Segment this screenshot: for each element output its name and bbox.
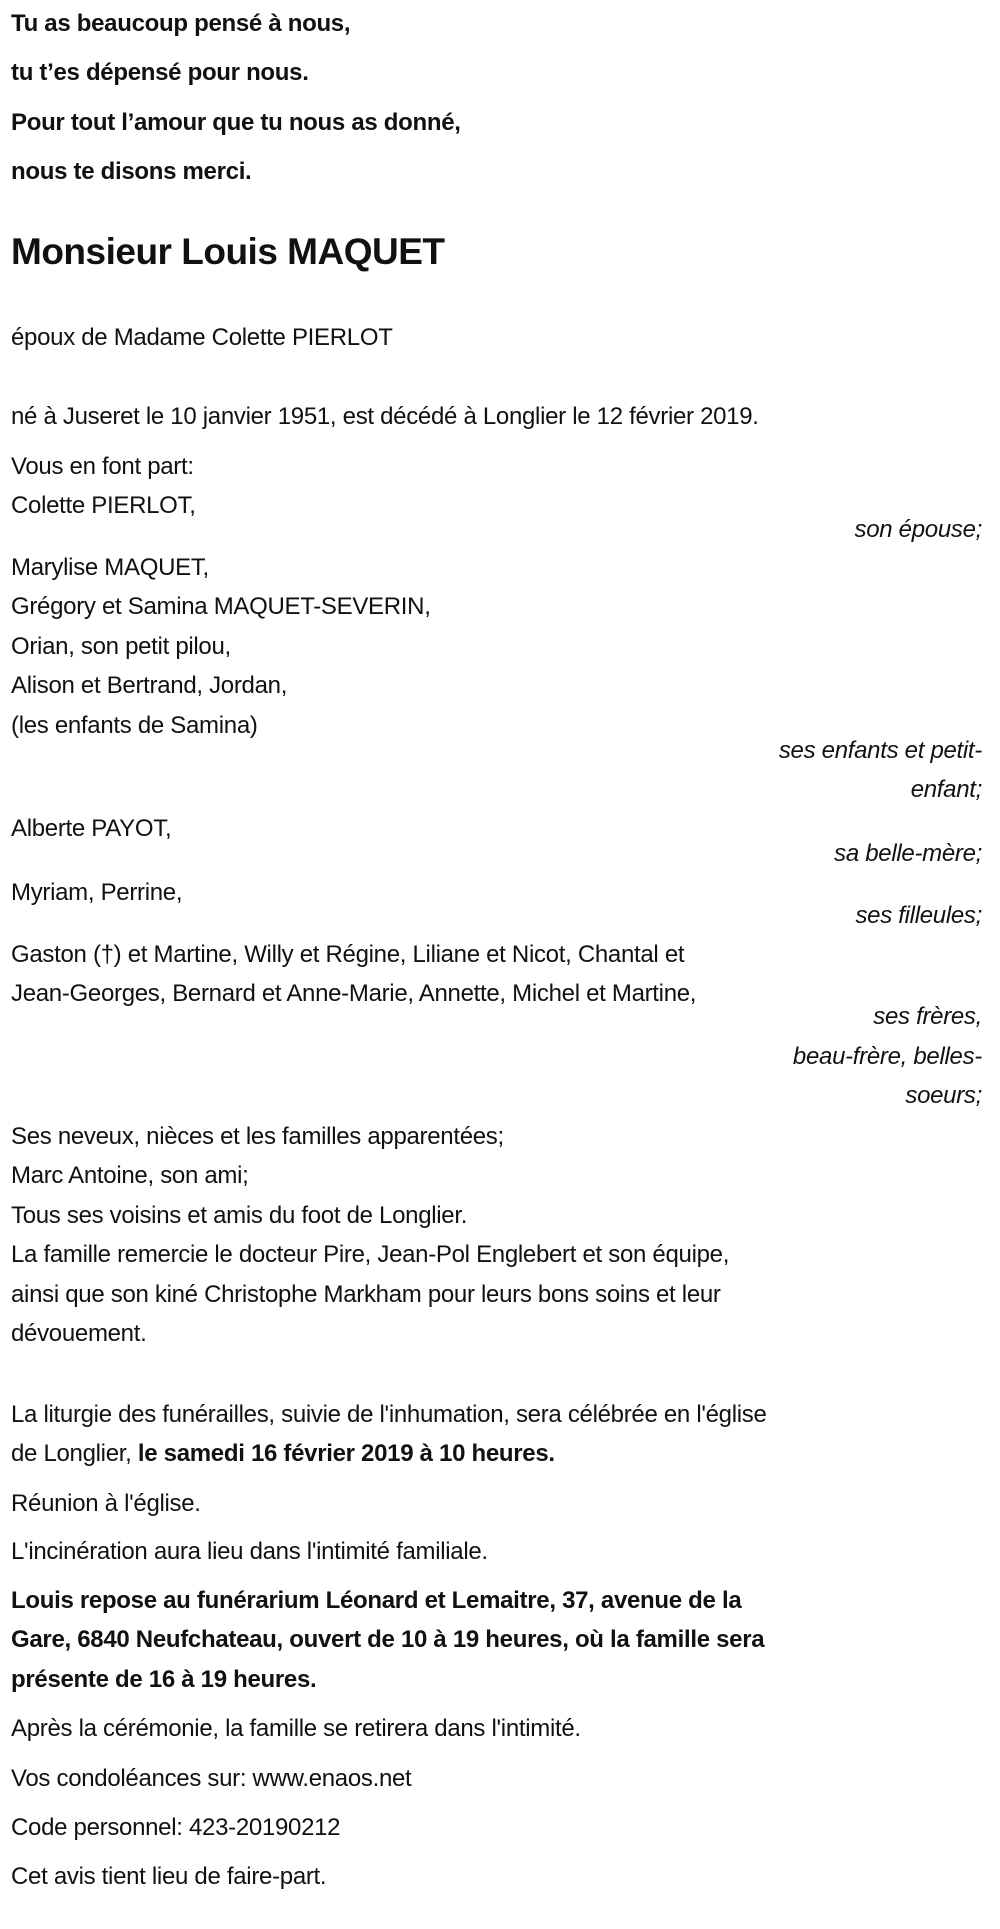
- incineration-line: L'incinération aura lieu dans l'intimité familiale.: [11, 1538, 488, 1565]
- birth-death-line: né à Juseret le 10 janvier 1951, est décédé à Longlier le 12 février 2019.: [11, 403, 759, 430]
- text-line: Ses neveux, nièces et les familles apparentées;: [11, 1123, 504, 1150]
- family-names: Grégory et Samina MAQUET-SEVERIN,: [11, 593, 431, 620]
- family-names: Gaston (†) et Martine, Willy et Régine, Liliane et Nicot, Chantal et: [11, 941, 685, 968]
- intro-line: Vous en font part:: [11, 453, 194, 480]
- family-names: Colette PIERLOT,: [11, 492, 196, 519]
- after-ceremony-line: Après la cérémonie, la famille se retirera dans l'intimité.: [11, 1715, 581, 1742]
- text-line: Tous ses voisins et amis du foot de Longlier.: [11, 1202, 468, 1229]
- family-relation: soeurs;: [905, 1082, 982, 1109]
- closing-line: Cet avis tient lieu de faire-part.: [11, 1863, 327, 1890]
- family-names: Jean-Georges, Bernard et Anne-Marie, Annette, Michel et Martine,: [11, 980, 697, 1007]
- family-names: Alison et Bertrand, Jordan,: [11, 672, 288, 699]
- family-relation: son épouse;: [854, 516, 982, 543]
- family-names: Marylise MAQUET,: [11, 554, 209, 581]
- poem-line: Pour tout l’amour que tu nous as donné,: [11, 109, 461, 136]
- text-line: ainsi que son kiné Christophe Markham pour leurs bons soins et leur: [11, 1281, 721, 1308]
- family-relation: ses frères,: [873, 1003, 982, 1030]
- family-relation: ses enfants et petit-: [778, 737, 982, 764]
- liturgy-line: [11, 1434, 555, 1474]
- funerarium-line: Gare, 6840 Neufchateau, ouvert de 10 à 19 heures, où la famille sera: [11, 1626, 765, 1653]
- family-names: (les enfants de Samina): [11, 712, 258, 739]
- condolences-line: Vos condoléances sur: www.enaos.net: [11, 1765, 412, 1792]
- family-names: Alberte PAYOT,: [11, 815, 172, 842]
- reunion-line: Réunion à l'église.: [11, 1490, 201, 1517]
- liturgy-date: le samedi 16 février 2019 à 10 heures.: [137, 1440, 555, 1467]
- family-relation: sa belle-mère;: [834, 840, 982, 867]
- poem-line: nous te disons merci.: [11, 158, 252, 185]
- family-relation: enfant;: [910, 776, 982, 803]
- personal-code-line: Code personnel: 423-20190212: [11, 1814, 341, 1841]
- family-relation: beau-frère, belles-: [792, 1043, 982, 1070]
- poem-line: Tu as beaucoup pensé à nous,: [11, 10, 351, 37]
- deceased-name: Monsieur Louis MAQUET: [11, 231, 445, 272]
- text-line: Marc Antoine, son ami;: [11, 1162, 249, 1189]
- family-names: Orian, son petit pilou,: [11, 633, 231, 660]
- funerarium-line: présente de 16 à 19 heures.: [11, 1666, 317, 1693]
- liturgy-line: La liturgie des funérailles, suivie de l'inhumation, sera célébrée en l'église: [11, 1401, 767, 1428]
- poem-line: tu t’es dépensé pour nous.: [11, 59, 309, 86]
- liturgy-place: de Longlier,: [11, 1440, 138, 1467]
- family-names: Myriam, Perrine,: [11, 879, 183, 906]
- text-line: La famille remercie le docteur Pire, Jean-Pol Englebert et son équipe,: [11, 1241, 730, 1268]
- family-relation: ses filleules;: [855, 902, 982, 929]
- text-line: dévouement.: [11, 1320, 147, 1347]
- spouse-line: époux de Madame Colette PIERLOT: [11, 324, 393, 351]
- funerarium-line: Louis repose au funérarium Léonard et Lemaitre, 37, avenue de la: [11, 1587, 742, 1614]
